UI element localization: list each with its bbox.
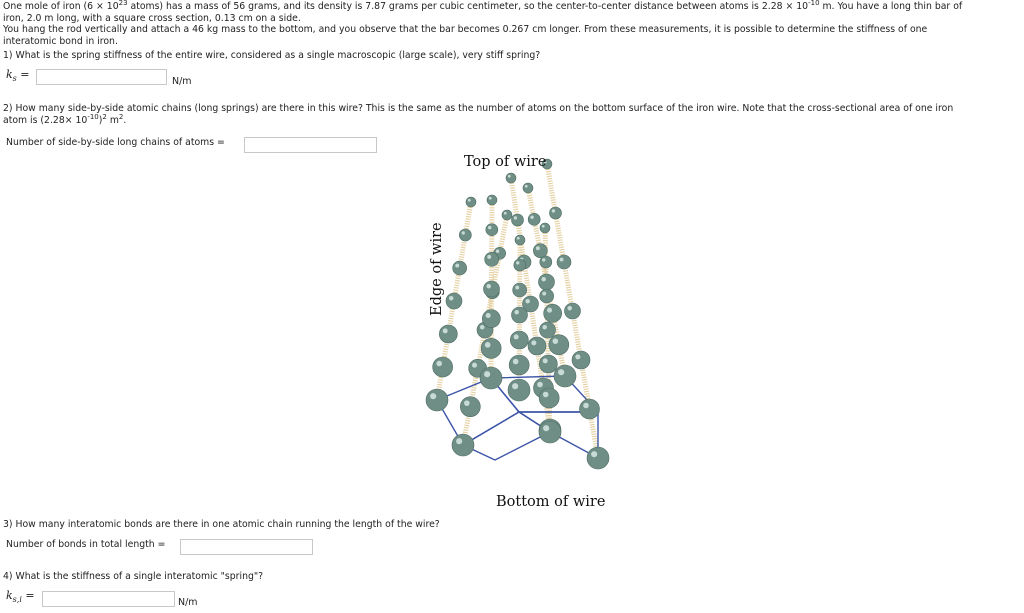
atom-sphere <box>572 351 590 369</box>
atom-sphere <box>460 397 480 417</box>
atom-sphere <box>485 252 499 266</box>
atom-highlight <box>591 451 597 457</box>
atom-highlight <box>472 363 477 368</box>
atom-highlight <box>496 250 499 253</box>
atom-highlight <box>530 216 533 219</box>
atom-sphere <box>486 224 498 236</box>
atom-highlight <box>567 306 571 310</box>
atom-sphere <box>482 310 500 328</box>
atom-sphere <box>513 283 527 297</box>
wire-lattice-figure <box>415 150 615 512</box>
atom-sphere <box>481 338 501 358</box>
atom-sphere <box>539 355 557 373</box>
atom-sphere <box>515 235 525 245</box>
atom-highlight <box>537 382 543 388</box>
atom-sphere <box>540 322 556 338</box>
atom-sphere <box>484 281 500 297</box>
q1-label: $k_s$ = <box>6 68 30 83</box>
atom-highlight <box>456 438 462 444</box>
q4-answer-input[interactable] <box>42 591 175 607</box>
atom-highlight <box>514 334 519 339</box>
intro-line-4: interatomic bond in iron. <box>3 35 118 47</box>
atom-highlight <box>486 284 490 288</box>
atom-sphere <box>544 304 562 322</box>
atom-sphere <box>506 173 516 183</box>
atom-highlight <box>486 313 491 318</box>
question-4-text: 4) What is the stiffness of a single interatomic "spring"? <box>3 571 264 582</box>
intro-line-3: You hang the rod vertically and attach a 46 kg mass to the bottom, and you observe that the bar becomes 0.267 cm longer. From these measurements, it is possible to determine the stiffness of one <box>3 24 928 35</box>
q2-label: Number of side-by-side long chains of atoms = <box>6 137 225 148</box>
atom-sphere <box>539 388 559 408</box>
q1-answer-input[interactable] <box>36 69 167 85</box>
atom-highlight <box>543 425 549 431</box>
atom-highlight <box>542 325 546 329</box>
atom-highlight <box>443 328 448 333</box>
q1-unit: N/m <box>172 76 192 87</box>
atom-sphere <box>510 331 528 349</box>
atom-highlight <box>449 296 453 300</box>
atom-sphere <box>549 335 569 355</box>
atom-highlight <box>558 369 564 375</box>
bottom-of-wire-label: Bottom of wire <box>496 494 606 510</box>
atom-highlight <box>552 209 555 212</box>
atom-sphere <box>540 256 552 268</box>
atom-highlight <box>468 199 471 202</box>
atom-sphere <box>557 255 571 269</box>
atom-sphere <box>512 214 524 226</box>
edge-of-wire-label: Edge of wire <box>429 222 445 316</box>
atom-sphere <box>426 389 448 411</box>
atom-highlight <box>489 197 492 200</box>
atom-highlight <box>542 292 546 296</box>
atom-highlight <box>517 237 520 240</box>
atom-sphere <box>528 337 546 355</box>
atom-sphere <box>509 355 529 375</box>
q4-label: $k_{s,i}$ = <box>6 589 35 604</box>
atom-highlight <box>583 403 589 409</box>
atom-highlight <box>516 261 519 264</box>
atom-sphere <box>539 421 561 443</box>
q3-answer-input[interactable] <box>180 539 313 555</box>
atom-highlight <box>436 361 442 367</box>
atom-sphere <box>459 229 471 241</box>
atom-highlight <box>541 277 545 281</box>
atom-highlight <box>513 359 519 365</box>
atom-highlight <box>514 216 517 219</box>
atom-sphere <box>533 244 547 258</box>
atom-highlight <box>547 308 552 313</box>
atom-highlight <box>560 258 564 262</box>
atom-highlight <box>504 212 507 215</box>
question-3-text: 3) How many interatomic bonds are there in one atomic chain running the length of the wire? <box>3 519 440 530</box>
atom-sphere <box>565 303 581 319</box>
intro-line-2: iron, 2.0 m long, with a square cross section, 0.13 cm on a side. <box>3 12 301 24</box>
atom-highlight <box>488 226 491 229</box>
atom-sphere <box>539 274 555 290</box>
atom-highlight <box>536 246 540 250</box>
atom-highlight <box>487 255 491 259</box>
atom-highlight <box>455 264 459 268</box>
atom-highlight <box>542 225 545 228</box>
atom-sphere <box>512 307 528 323</box>
atom-highlight <box>485 342 491 348</box>
atom-highlight <box>543 392 549 398</box>
atom-sphere <box>480 367 502 389</box>
atom-highlight <box>464 400 470 406</box>
atom-sphere <box>502 210 512 220</box>
atom-highlight <box>515 286 519 290</box>
atom-sphere <box>540 223 550 233</box>
atom-highlight <box>531 340 536 345</box>
outline-square <box>463 412 550 460</box>
question-1-text: 1) What is the spring stiffness of the entire wire, considered as a single macroscopic (large scale), very stiff spring? <box>3 50 541 61</box>
atom-highlight <box>575 354 580 359</box>
atom-sphere <box>580 399 600 419</box>
atom-sphere <box>587 447 609 469</box>
q4-unit: N/m <box>178 597 198 608</box>
atom-highlight <box>480 325 484 329</box>
top-of-wire-label: Top of wire <box>464 154 547 170</box>
problem-intro <box>3 1 962 47</box>
atom-sphere <box>508 379 530 401</box>
atom-sphere <box>433 357 453 377</box>
atom-sphere <box>452 434 474 456</box>
atom-highlight <box>525 299 529 303</box>
atom-sphere <box>453 261 467 275</box>
intro-line-1: One mole of iron ($6 \times 10^{23}$ atoms) has a mass of 56 grams, and its density is 7.87 grams per cubic centimeter, so the center-to-center distance between atoms is $2.28 \times 10^{-10}$ m. You have a long thin bar of <box>3 0 963 12</box>
atom-highlight <box>542 258 545 261</box>
atom-highlight <box>514 310 518 314</box>
q2-line-1: 2) How many side-by-side atomic chains (long springs) are there in this wire? This is the same as the number of atoms on the bottom surface of the iron wire. Note that the cross-sectional area of one iron <box>3 103 954 114</box>
question-2-text <box>3 103 953 126</box>
q2-answer-input[interactable] <box>244 137 377 153</box>
atom-highlight <box>484 371 490 377</box>
atom-highlight <box>512 383 518 389</box>
q3-label: Number of bonds in total length = <box>6 539 166 550</box>
atom-highlight <box>430 393 436 399</box>
atom-highlight <box>525 185 528 188</box>
atom-sphere <box>540 289 554 303</box>
atom-sphere <box>466 197 476 207</box>
atom-sphere <box>528 213 540 225</box>
atom-sphere <box>439 325 457 343</box>
q2-line-2: atom is $(2.28\times 10^{-10})^2$ $m^2$. <box>3 112 127 126</box>
atom-sphere <box>487 195 497 205</box>
atom-sphere <box>550 207 562 219</box>
atom-sphere <box>523 183 533 193</box>
atom-highlight <box>462 231 465 234</box>
atom-highlight <box>508 175 511 178</box>
atom-highlight <box>553 338 559 344</box>
atom-sphere <box>554 365 576 387</box>
atom-highlight <box>543 358 548 363</box>
atom-sphere <box>446 293 462 309</box>
atom-sphere <box>514 259 526 271</box>
